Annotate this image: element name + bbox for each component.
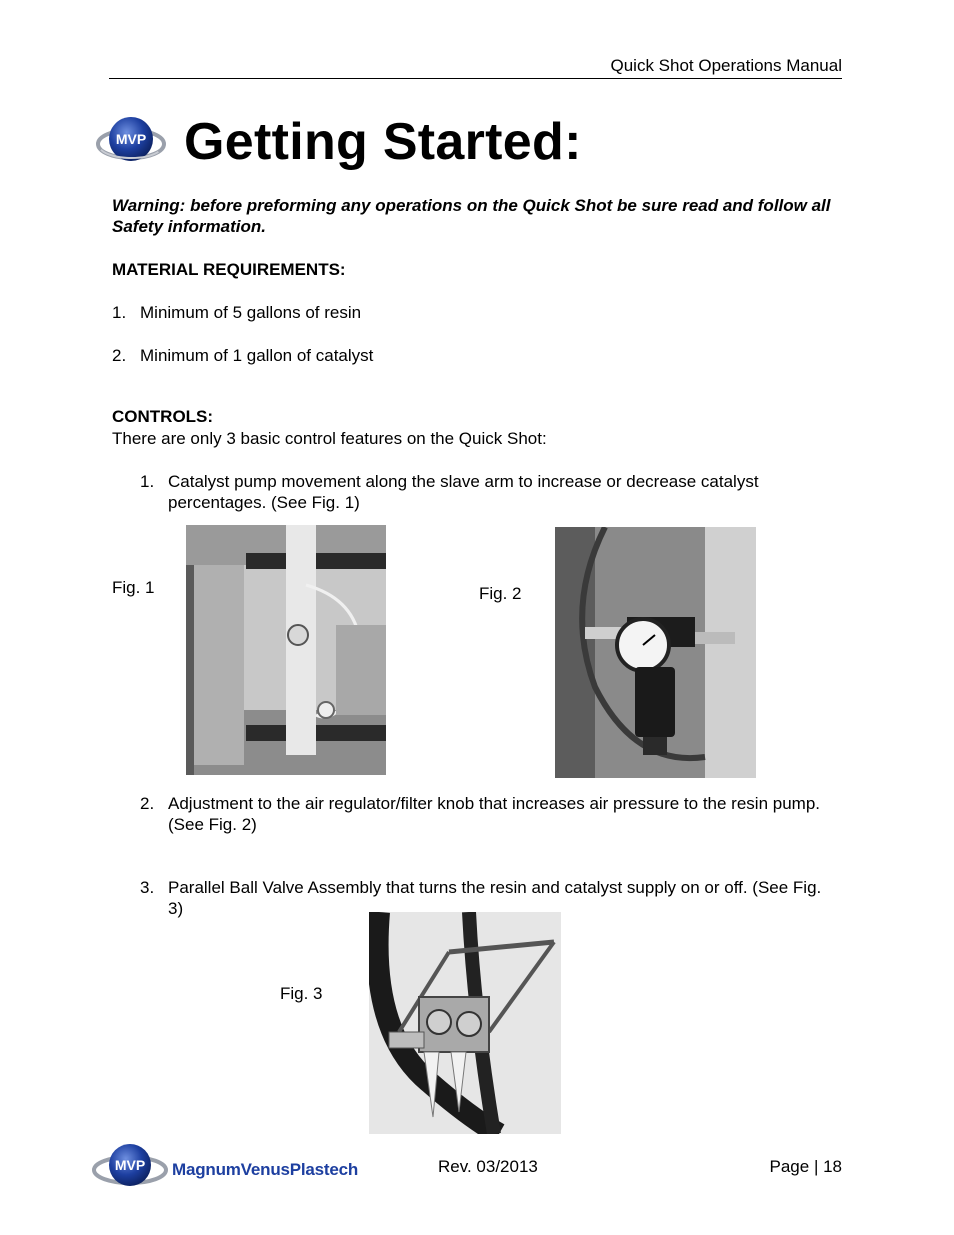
list-text: Minimum of 1 gallon of catalyst (140, 346, 374, 365)
figure-label: Fig. 3 (280, 984, 323, 1003)
list-text: Adjustment to the air regulator/filter knob that increases air pressure to the resin pump. (See Fig. 2) (168, 794, 820, 834)
figure-label: Fig. 1 (112, 578, 155, 597)
list-number: 1. (112, 303, 127, 322)
mvp-footer-logo-icon (92, 1140, 172, 1192)
list-text: Minimum of 5 gallons of resin (140, 303, 362, 322)
figure-label: Fig. 2 (479, 584, 522, 603)
controls-heading: CONTROLS: (112, 407, 214, 426)
list-number: 2. (112, 346, 127, 365)
revision-text: Rev. 03/2013 (438, 1157, 538, 1176)
header-divider (109, 78, 842, 79)
mvp-logo-icon (96, 112, 166, 168)
running-header-title: Quick Shot Operations Manual (610, 56, 842, 75)
page-number: Page | 18 (769, 1157, 842, 1176)
list-text: Catalyst pump movement along the slave arm to increase or decrease catalyst percentages. (See Fig. 1) (168, 472, 759, 512)
figure-1-photo (186, 525, 386, 775)
list-number: 1. (140, 472, 155, 491)
figure-3-photo (369, 912, 561, 1134)
list-number: 3. (140, 878, 155, 897)
list-number: 2. (140, 794, 155, 813)
material-heading: MATERIAL REQUIREMENTS: (112, 260, 346, 279)
warning-text: Warning: before preforming any operations on the Quick Shot be sure read and follow all Safety information. (112, 196, 831, 236)
figure-2-photo (555, 527, 756, 778)
company-name: MagnumVenusPlastech (172, 1160, 359, 1179)
svg-text:MVP: MVP (115, 131, 147, 147)
list-text: Parallel Ball Valve Assembly that turns the resin and catalyst supply on or off. (See Fig. 3) (168, 878, 822, 918)
page-heading: Getting Started: (184, 113, 582, 171)
controls-intro: There are only 3 basic control features on the Quick Shot: (112, 429, 547, 448)
svg-text:MVP: MVP (114, 1157, 146, 1173)
